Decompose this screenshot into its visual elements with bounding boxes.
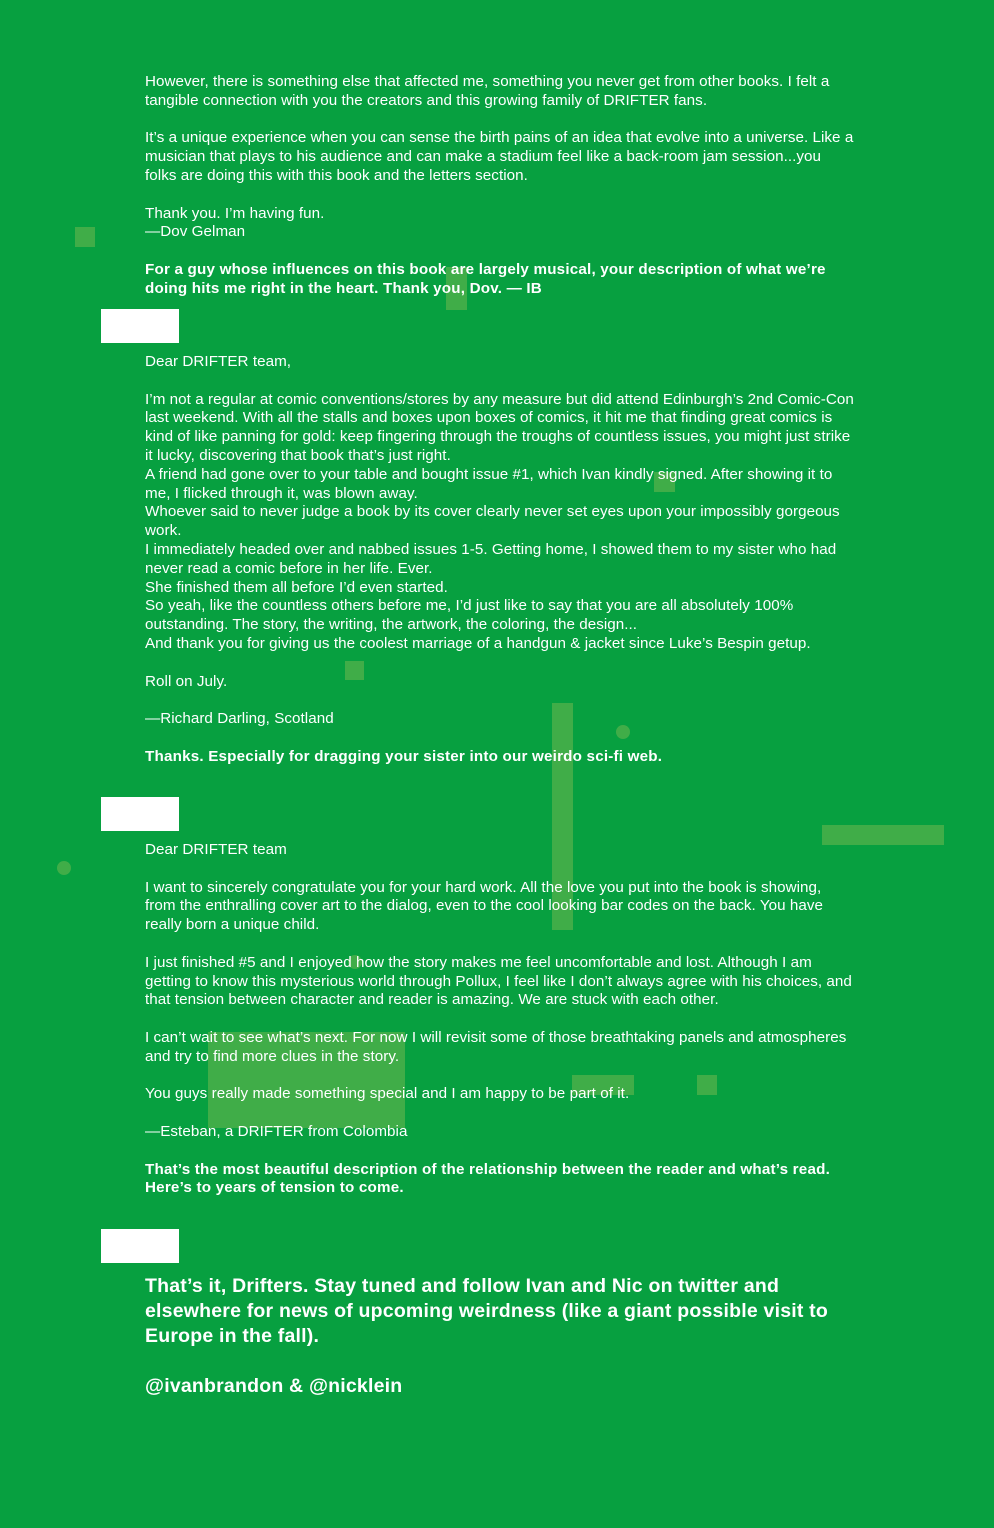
letters-column (145, 73, 855, 1397)
twitter-handles: @ivanbrandon & @nicklein (145, 1375, 403, 1397)
letter-paragraph: I want to sincerely congratulate you for your hard work. All the love you put into the book is showing, from the enthralling cover art to the dialog, even to the cool looking bar codes on the back. You have really born a unique child. (145, 878, 824, 934)
letter-paragraph: However, there is something else that affected me, something you never get from other books. I felt a tangible connection with you the creators and this growing family of DRIFTER fans. (145, 73, 830, 109)
letter-paragraph: I can’t wait to see what’s next. For now I will revisit some of those breathtaking panels and atmospheres and try to find more clues in the story. (145, 1028, 847, 1065)
letter-closing: Thank you. I’m having fun. (145, 204, 325, 222)
letter-separator (101, 1229, 179, 1263)
letter-signature: —Richard Darling, Scotland (145, 710, 334, 728)
editor-reply: Thanks. Especially for dragging your sister into our weirdo sci-fi web. (145, 747, 663, 765)
letter-paragraph: And thank you for giving us the coolest marriage of a handgun & jacket since Luke’s Bespin getup. (145, 634, 811, 652)
letter-paragraph: I immediately headed over and nabbed issues 1-5. Getting home, I showed them to my sister who had never read a comic before in her life. Ever. (145, 540, 837, 577)
letter-closing: Roll on July. (145, 672, 228, 690)
outro-message: That’s it, Drifters. Stay tuned and follow Ivan and Nic on twitter and elsewhere for news of upcoming weirdness (like a giant possible visit to Europe in the fall). (145, 1275, 828, 1347)
letter-separator (101, 797, 179, 831)
letter-paragraph: It’s a unique experience when you can sense the birth pains of an idea that evolve into a universe. Like a musician that plays to his audience and can make a stadium feel like a back-room jam session...you folks are doing this with this book and the letters section. (145, 129, 854, 184)
letter-signature: —Dov Gelman (145, 223, 246, 241)
editor-reply: For a guy whose influences on this book are largely musical, your description of what we’re doing hits me right in the heart. Thank you, Dov. — IB (145, 260, 826, 297)
letter-esteban (145, 841, 855, 1198)
letter-signature: —Esteban, a DRIFTER from Colombia (145, 1122, 408, 1140)
letter-paragraph: A friend had gone over to your table and bought issue #1, which Ivan kindly signed. After showing it to me, I flicked through it, was blown away. (145, 465, 833, 502)
letter-paragraph: You guys really made something special and I am happy to be part of it. (145, 1085, 630, 1103)
letter-richard-darling (145, 353, 855, 767)
closing-message (145, 1274, 835, 1399)
letter-dov-gelman (145, 73, 855, 299)
letter-paragraph: So yeah, like the countless others before me, I’d just like to say that you are all absolutely 100% outstanding. The story, the writing, the artwork, the coloring, the design... (145, 597, 794, 634)
letter-paragraph: Whoever said to never judge a book by its cover clearly never set eyes upon your impossibly gorgeous work. (145, 503, 840, 540)
glitch-square (75, 227, 95, 247)
glitch-dot (57, 861, 71, 875)
letter-paragraph: I just finished #5 and I enjoyed how the story makes me feel uncomfortable and lost. Although I am getting to know this mysterious world through Pollux, I feel like I don’t always agree with his choices, and that tension between character and reader is amazing. We are stuck with each other. (145, 953, 852, 1009)
letter-paragraph: She finished them all before I’d even started. (145, 578, 448, 596)
letter-separator (101, 309, 179, 343)
letter-greeting: Dear DRIFTER team, (145, 353, 292, 370)
editor-reply: That’s the most beautiful description of the relationship between the reader and what’s read. Here’s to years of tension to come. (145, 1160, 830, 1197)
letter-greeting: Dear DRIFTER team (145, 841, 287, 858)
letter-paragraph: I’m not a regular at comic conventions/stores by any measure but did attend Edinburgh’s 2nd Comic-Con last weekend. With all the stalls and boxes upon boxes of comics, it hit me that finding great comics is kind of like panning for gold: keep fingering through the troughs of countless issues, you might just strike it lucky, discovering that book that’s just right. (145, 390, 854, 464)
